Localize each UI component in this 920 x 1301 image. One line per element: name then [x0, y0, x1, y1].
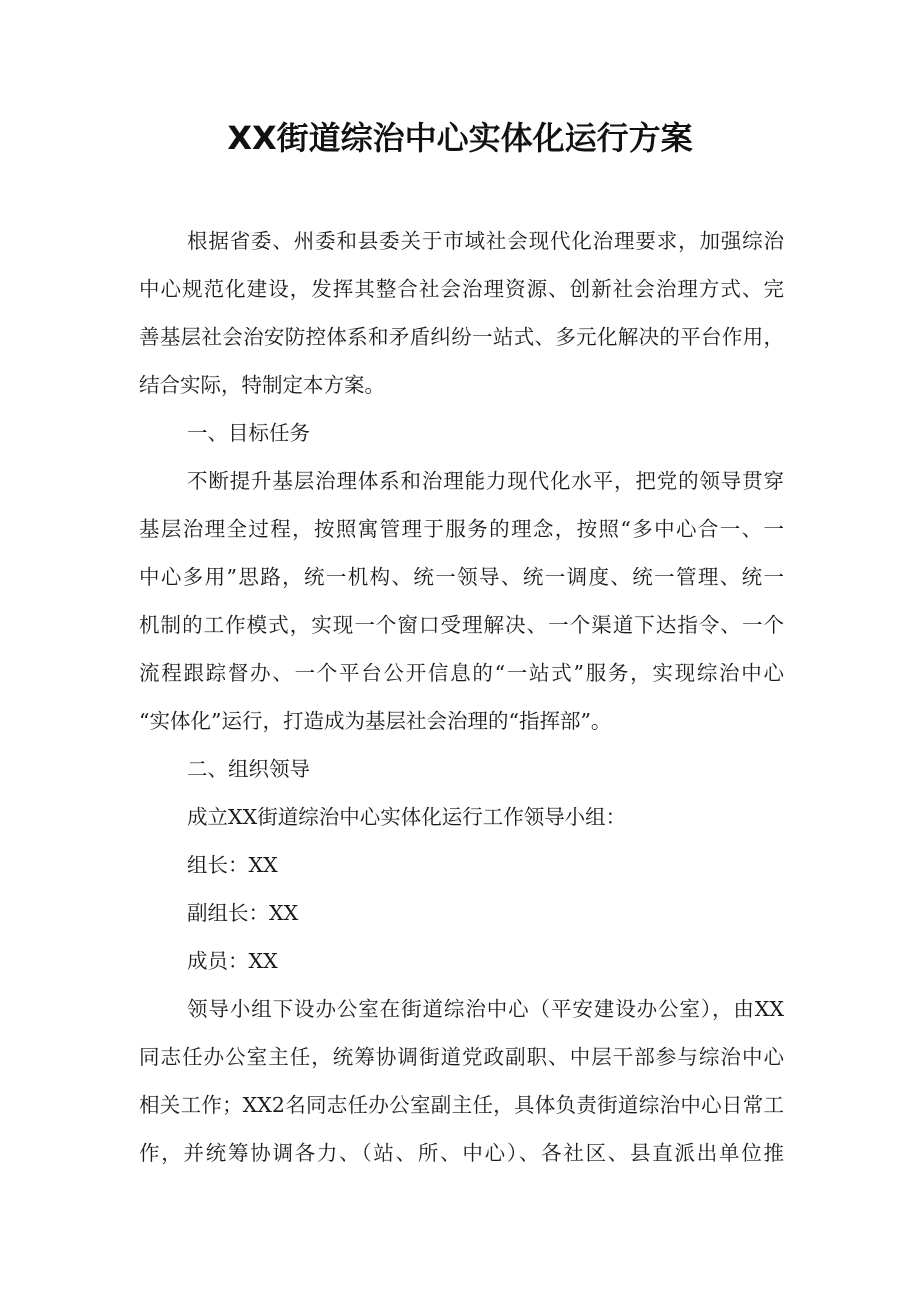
paragraph-line: 根据省委、州委和县委关于市域社会现代化治理要求，加强综治: [187, 229, 784, 253]
paragraph-line: 机制的工作模式，实现一个窗口受理解决、一个渠道下达指令、一个: [139, 613, 784, 637]
paragraph-line: 不断提升基层治理体系和治理能力现代化水平，把党的领导贯穿: [187, 469, 784, 493]
paragraph-line: 领导小组下设办公室在街道综治中心（平安建设办公室），由XX: [187, 997, 784, 1021]
paragraph-line: 作，并统筹协调各力、（站、所、中心）、各社区、县直派出单位推: [139, 1141, 784, 1165]
document-body: [139, 217, 784, 1177]
paragraph-line: 基层治理全过程，按照寓管理于服务的理念，按照“多中心合一、一: [139, 517, 784, 541]
paragraph-line: 流程跟踪督办、一个平台公开信息的“一站式”服务，实现综治中心: [139, 661, 784, 685]
paragraph-line: 结合实际，特制定本方案。: [139, 373, 385, 397]
paragraph-line: 中心多用”思路，统一机构、统一领导、统一调度、统一管理、统一: [139, 565, 784, 589]
paragraph-line: 成立XX街道综治中心实体化运行工作领导小组：: [187, 805, 627, 829]
list-item: 成员：XX: [187, 949, 278, 973]
list-item: 副组长：XX: [187, 901, 299, 925]
paragraph-line: 善基层社会治安防控体系和矛盾纠纷一站式、多元化解决的平台作用，: [139, 325, 784, 349]
section-heading: 一、目标任务: [187, 421, 310, 445]
paragraph-line: 中心规范化建设，发挥其整合社会治理资源、创新社会治理方式、完: [139, 277, 784, 301]
document-title: XX街道综治中心实体化运行方案: [227, 119, 693, 157]
list-item: 组长：XX: [187, 853, 278, 877]
paragraph-line: “实体化”运行，打造成为基层社会治理的“指挥部”。: [139, 709, 612, 733]
section-heading: 二、组织领导: [187, 757, 310, 781]
paragraph-line: 同志任办公室主任，统筹协调街道党政副职、中层干部参与综治中心: [139, 1045, 784, 1069]
paragraph-line: 相关工作；XX2名同志任办公室副主任，具体负责街道综治中心日常工: [139, 1093, 784, 1117]
